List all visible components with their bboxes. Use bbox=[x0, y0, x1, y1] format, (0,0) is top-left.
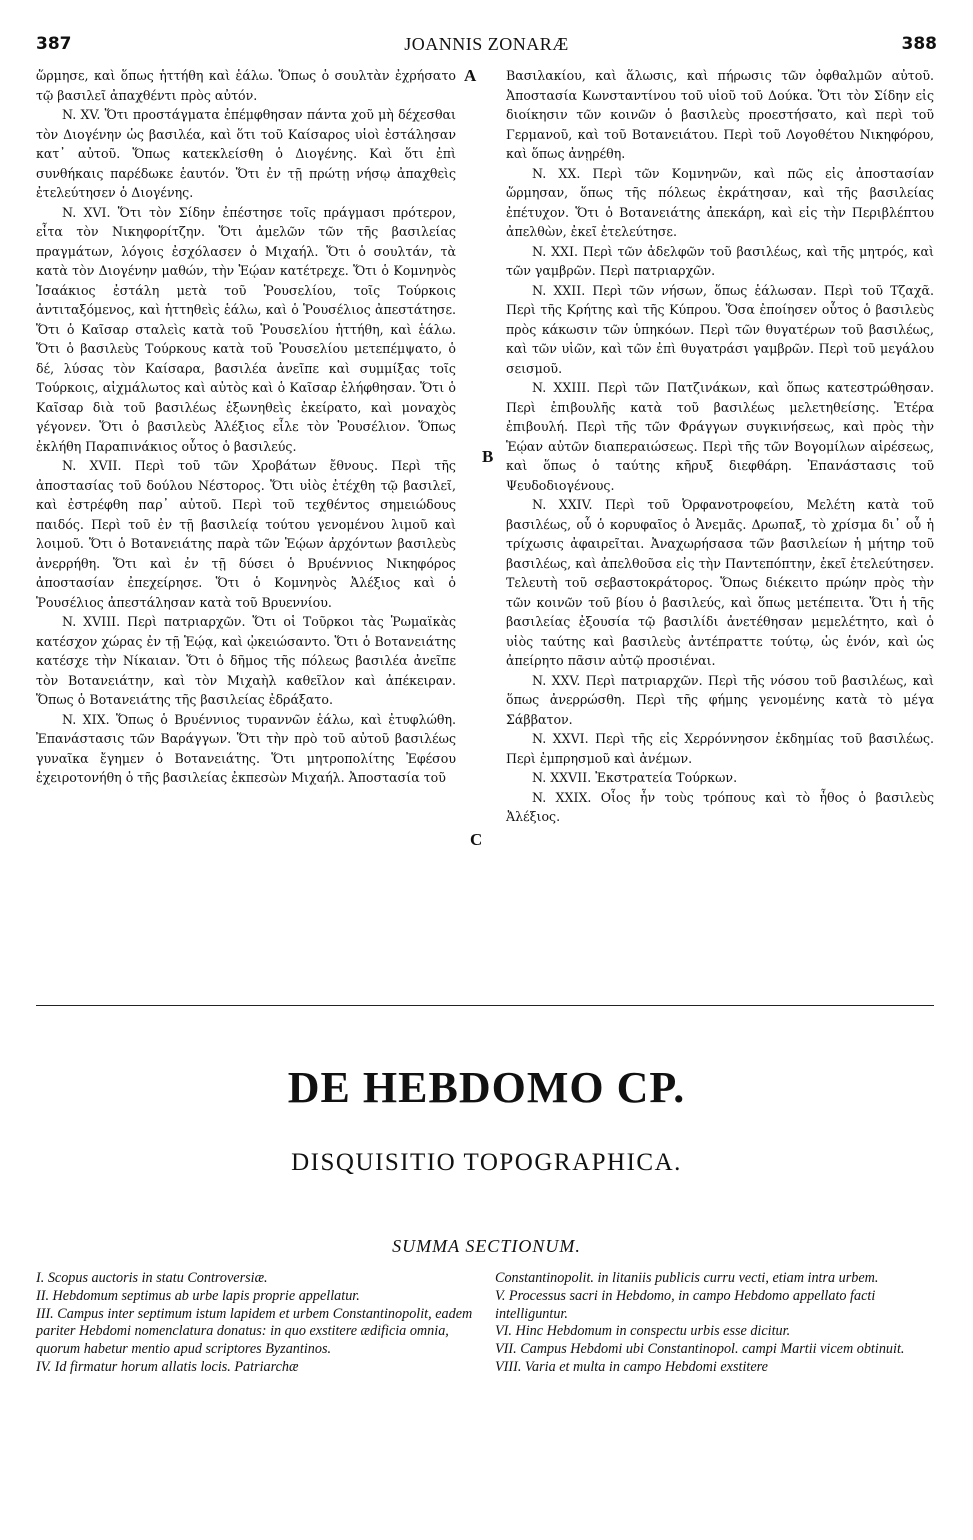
section-subtitle: DISQUISITIO TOPOGRAPHICA. bbox=[291, 1149, 682, 1176]
running-title: JOANNIS ZONARÆ bbox=[404, 34, 569, 54]
left-column bbox=[36, 66, 456, 788]
toc-item: II. Hebdomum septimus ab urbe lapis proprie appellatur. bbox=[36, 1287, 360, 1304]
paragraph: N. XXI. Περὶ τῶν ἀδελφῶν τοῦ βασιλέως, καὶ τῆς μητρός, καὶ τῶν γαμβρῶν. Περὶ πατριαρχῶν. bbox=[506, 243, 934, 278]
toc-item: III. Campus inter septimum istum lapidem et urbem Constantinopolit, eadem pariter Hebdomi nomenclatura donatus: in quo exstitere ædificia omnia, quorum habetur mentio apud scriptores Byzantinos. bbox=[36, 1305, 473, 1358]
paragraph: N. XXV. Περὶ πατριαρχῶν. Περὶ τῆς νόσου τοῦ βασιλέως, καὶ ὅπως ἀνερρώσθη. Περὶ τῆς φήμης γενομένης κατὰ τὸ μέγα Σάββατον. bbox=[506, 672, 934, 727]
paragraph: N. XXIX. Οἷος ἦν τοὺς τρόπους καὶ τὸ ἦθος ὁ βασιλεὺς Ἀλέξιος. bbox=[506, 789, 934, 824]
paragraph: N. XX. Περὶ τῶν Κομνηνῶν, καὶ πῶς εἰς ἀποστασίαν ὥρμησαν, ὅπως τῆς πόλεως ἐκράτησαν, καὶ τῆς βασιλείας ἐπέτυχον. Ὅτι ὁ Βοτανειάτης ἀπεκάρη, καὶ εἰς τὴν Περιβλέπτου ἀπελθὼν, ἐκεῖ ἐτελεύτησε. bbox=[506, 165, 934, 239]
page-number-right: 388 bbox=[901, 34, 937, 54]
right-column bbox=[506, 66, 934, 827]
paragraph: N. XIX. Ὅπως ὁ Βρυέννιος τυραννῶν ἑάλω, καὶ ἐτυφλώθη. Ἐπανάστασις τῶν Βαράγγων. Ὅτι τὴν πρὸ τοῦ αὐτοῦ βασιλέως γυναῖκα ἔγημεν ὁ Βοτανειάτης. Ὅτι μητροπολίτης Ἐφέσου ἐχειροτονήθη ὁ τῆς βασιλείας ἐκπεσὼν Μιχαήλ. Ἀποστασία τοῦ bbox=[36, 711, 456, 785]
toc-item: V. Processus sacri in Hebdomo, in campo Hebdomo appellato facti intelliguntur. bbox=[495, 1287, 876, 1322]
page-number-left: 387 bbox=[36, 34, 72, 54]
section-divider bbox=[36, 1005, 934, 1006]
margin-letter-c: C bbox=[470, 830, 483, 849]
paragraph: N. XVII. Περὶ τοῦ τῶν Χροβάτων ἔθνους. Περὶ τῆς ἀποστασίας τοῦ δούλου Νέστορος. Ὅτι υἱὸς ἐτέχθη τῷ βασιλεῖ, καὶ ἐστρέφθη παρ᾽ αὐτοῦ. Περὶ τοῦ τεχθέντος σημειώδους παιδός. Περὶ τοῦ ἐν τῇ βασιλείᾳ τούτου γενομένου λιμοῦ καὶ λοιμοῦ. Ὅτι ὁ Βοτανειάτης παρὰ τῶν Ἑῴων ἀρχόντων βασιλεὺς ἀνερρήθη. Ὅτι καὶ ἐν τῇ δύσει ὁ Βρυέννιος Νικηφόρος ἀποστασίαν ἐπεχείρησε. Ὅτι ὁ Κομνηνὸς Ἀλέξιος καὶ ὁ Ῥουσέλιος ἀπεστάλησαν κατὰ τοῦ Βρυεννίου. bbox=[36, 458, 456, 610]
paragraph: N. XXIV. Περὶ τοῦ Ὀρφανοτροφείου, Μελέτη κατὰ τοῦ βασιλέως, οὗ ὁ κορυφαῖος ὁ Ἀνεμᾶς. Δρωπαξ, τὸ χρίσμα δι᾽ οὗ ἡ τρίχωσις ἀφαιρεῖται. Ἀναχωρήσασα τῶν βασιλείων ἡ μήτηρ τοῦ βασιλέως, καὶ ἀπελθοῦσα εἰς τὴν Παντεπόπτην, ἐκεῖ ἐτελεύτησεν. Τελευτὴ τοῦ σεβαστοκράτορος. Ὅπως διέκειτο πρώην πρὸς τὴν τῶν κοινῶν τοῦ βίου ὁ βασιλεύς, καὶ ὅπως μετέπειτα. Ὅτι ἡ τῆς βασιλείας ἐξουσία τῷ βασιλίδι ἀνετέθησαν μεμελέτητο, καὶ ὁ υἱὸς ταύτης καὶ βασιλεὺς ἀντέπραττε τούτῳ, ὡς ἑνόν, καὶ ὡς ἀπείρητο πᾶσιν αὐτῷ προσιέναι. bbox=[506, 497, 934, 668]
summa-heading: SUMMA SECTIONUM. bbox=[392, 1236, 581, 1256]
toc-right-column bbox=[495, 1270, 935, 1377]
paragraph: N. XXIII. Περὶ τῶν Πατζινάκων, καὶ ὅπως κατεστρώθησαν. Περὶ ἐπιβουλῆς κατὰ τοῦ βασιλέως μελετηθείσης. Ἑτέρα ἐπιβουλή. Περὶ τῆς τῶν Φράγγων συγκινήσεως, καὶ πρὸς τὴν Ἑῴαν αὐτῶν διαπεραιώσεως. Περὶ τῆς τῶν Βογομίλων αἱρέσεως, καὶ ὅπως ὁ ταύτης κῆρυξ διεφθάρη. Ἐπανάστασις τοῦ Ψευδοδιογένους. bbox=[506, 380, 934, 493]
paragraph: N. XXVII. Ἐκστρατεία Τούρκων. bbox=[532, 770, 738, 785]
paragraph: ὥρμησε, καὶ ὅπως ἡττήθη καὶ ἑάλω. Ὅπως ὁ σουλτὰν ἐχρήσατο τῷ βασιλεῖ ἀπαχθέντι πρὸς αὐτόν. bbox=[36, 68, 456, 103]
toc-left-column bbox=[36, 1270, 476, 1377]
page-header bbox=[36, 34, 937, 60]
toc-item: I. Scopus auctoris in statu Controversiæ. bbox=[36, 1270, 268, 1286]
paragraph: N. XVIII. Περὶ πατριαρχῶν. Ὅτι οἱ Τοῦρκοι τὰς Ῥωμαϊκὰς κατέσχον χώρας ἐν τῇ Ἑῴᾳ, καὶ ᾠκειώσαντο. Ὅτι ὁ Βοτανειάτης κατέσχε τὴν Νίκαιαν. Ὅτι ὁ δῆμος τῆς πόλεως βασιλέα ἀνεῖπε τὸν Βοτανειάτην, καὶ τὸν Μιχαὴλ καθεῖλον καὶ ἀπέκειραν. Ὅπως ὁ Βοτανειάτης τῆς βασιλείας ἐδράξατο. bbox=[36, 614, 456, 707]
toc-item: IV. Id firmatur horum allatis locis. Patriarchæ bbox=[36, 1358, 299, 1375]
paragraph: N. XVI. Ὅτι τὸν Σίδην ἐπέστησε τοῖς πράγμασι πρότερον, εἶτα τὸν Νικηφορίτζην. Ὅτι ἀμελῶν τῶν τῆς βασιλείας πραγμάτων, λόγοις ἐσχόλασεν ὁ Μιχαήλ. Ὅτι ὁ σουλτάν, τὰ κατὰ τὸν Διογένην μαθών, τὴν Ἑῴαν κατέτρεχε. Ὅτι ὁ Κομνηνὸς Ἰσαάκιος ἐστάλη μετὰ τοῦ Ῥουσελίου, τοῖς Τούρκοις ἀντιταξόμενος, καὶ ἡττηθεὶς ἑάλω, καὶ ὁ Ῥουσέλιος ἀπεστάτησε. Ὅτι ὁ Καῖσαρ σταλεὶς κατὰ τοῦ Ῥουσελίου ἡττήθη, καὶ ἑάλω. Ὅτι ὁ βασιλεὺς Τούρκους κατὰ τοῦ Ῥουσελίου μετεπέμψατο, ὁ δέ, λύσας τὸν Καίσαρα, βασιλέα ἀνεῖπε καὶ συμμίξας τοῖς Τούρκοις, αἰχμάλωτος καὶ αὐτὸς καὶ ὁ Καῖσαρ ἐλήφθησαν. Ὅτι ὁ Καῖσαρ διὰ τοῦ βασιλέως ἐξωνηθεὶς ἐκείρατο, καὶ μοναχὸς γέγονεν. Ὅτι ὁ βασιλεὺς Ἀλέξιος εἷλε τὸν Ῥουσέλιον. Ὅπως ἐκλήθη Παραπινάκιος οὗτος ὁ βασιλεύς. bbox=[36, 204, 456, 454]
section-title: DE HEBDOMO CP. bbox=[287, 1063, 686, 1112]
paragraph: N. XV. Ὅτι προστάγματα ἐπέμφθησαν πάντα χοῦ μὴ δέχεσθαι τὸν Διογένην ὡς βασιλέα, καὶ ὅτι τοῦ Καίσαρος υἱοὶ ἐστάλησαν κατ᾽ αὐτοῦ. Ὅπως κατεκλείσθη ὁ Διογένης. Καὶ ὅτι ἐπὶ συνθήκαις παρέδωκε ἑαυτόν. Ὅτι ἐν τῇ πρώτῃ νήσῳ ἀπαχθεὶς ἐτελεύτησεν ὁ Διογένης. bbox=[36, 107, 456, 200]
toc-item: VII. Campus Hebdomi ubi Constantinopol. campi Martii vicem obtinuit. bbox=[495, 1341, 905, 1358]
paragraph: N. XXVI. Περὶ τῆς εἰς Χερρόννησον ἐκδημίας τοῦ βασιλέως. Περὶ ἐμπρησμοῦ καὶ ἀνέμων. bbox=[506, 731, 934, 766]
paragraph: Βασιλακίου, καὶ ἅλωσις, καὶ πήρωσις τῶν ὀφθαλμῶν αὐτοῦ. Ἀποστασία Κωνσταντίνου τοῦ υἱοῦ τοῦ Δούκα. Ὅτι τὸν Σίδην εἰς διοίκησιν τῶν κοινῶν ὁ βασιλεὺς προεστήσατο, καὶ περὶ τοῦ Γερμανοῦ, καὶ τοῦ Βοτανειάτου. Περὶ τοῦ Λογοθέτου Νικηφόρου, καὶ ὅπως ἀνῃρέθη. bbox=[506, 68, 934, 161]
toc-item: Constantinopolit. in litaniis publicis curru vecti, etiam intra urbem. bbox=[495, 1270, 879, 1286]
margin-letter-b: B bbox=[482, 447, 494, 466]
margin-letter-a: A bbox=[464, 66, 477, 85]
paragraph: N. XXII. Περὶ τῶν νήσων, ὅπως ἑάλωσαν. Περὶ τοῦ Τζαχᾶ. Περὶ τῆς Κρήτης καὶ τῆς Κύπρου. Ὅσα ἐποίησεν οὗτος ὁ βασιλεὺς πρὸς κάκωσιν τῶν ὑπηκόων. Περὶ τῶν θυγατέρων τοῦ βασιλέως, καὶ τῶν υἱῶν, καὶ τῶν ἐπὶ θυγατράσι γαμβρῶν. Περὶ τοῦ μεγάλου σεισμοῦ. bbox=[506, 282, 934, 376]
toc-item: VI. Hinc Hebdomum in conspectu urbis esse dicitur. bbox=[495, 1323, 791, 1340]
toc-item: VIII. Varia et multa in campo Hebdomi exstitere bbox=[495, 1358, 768, 1375]
